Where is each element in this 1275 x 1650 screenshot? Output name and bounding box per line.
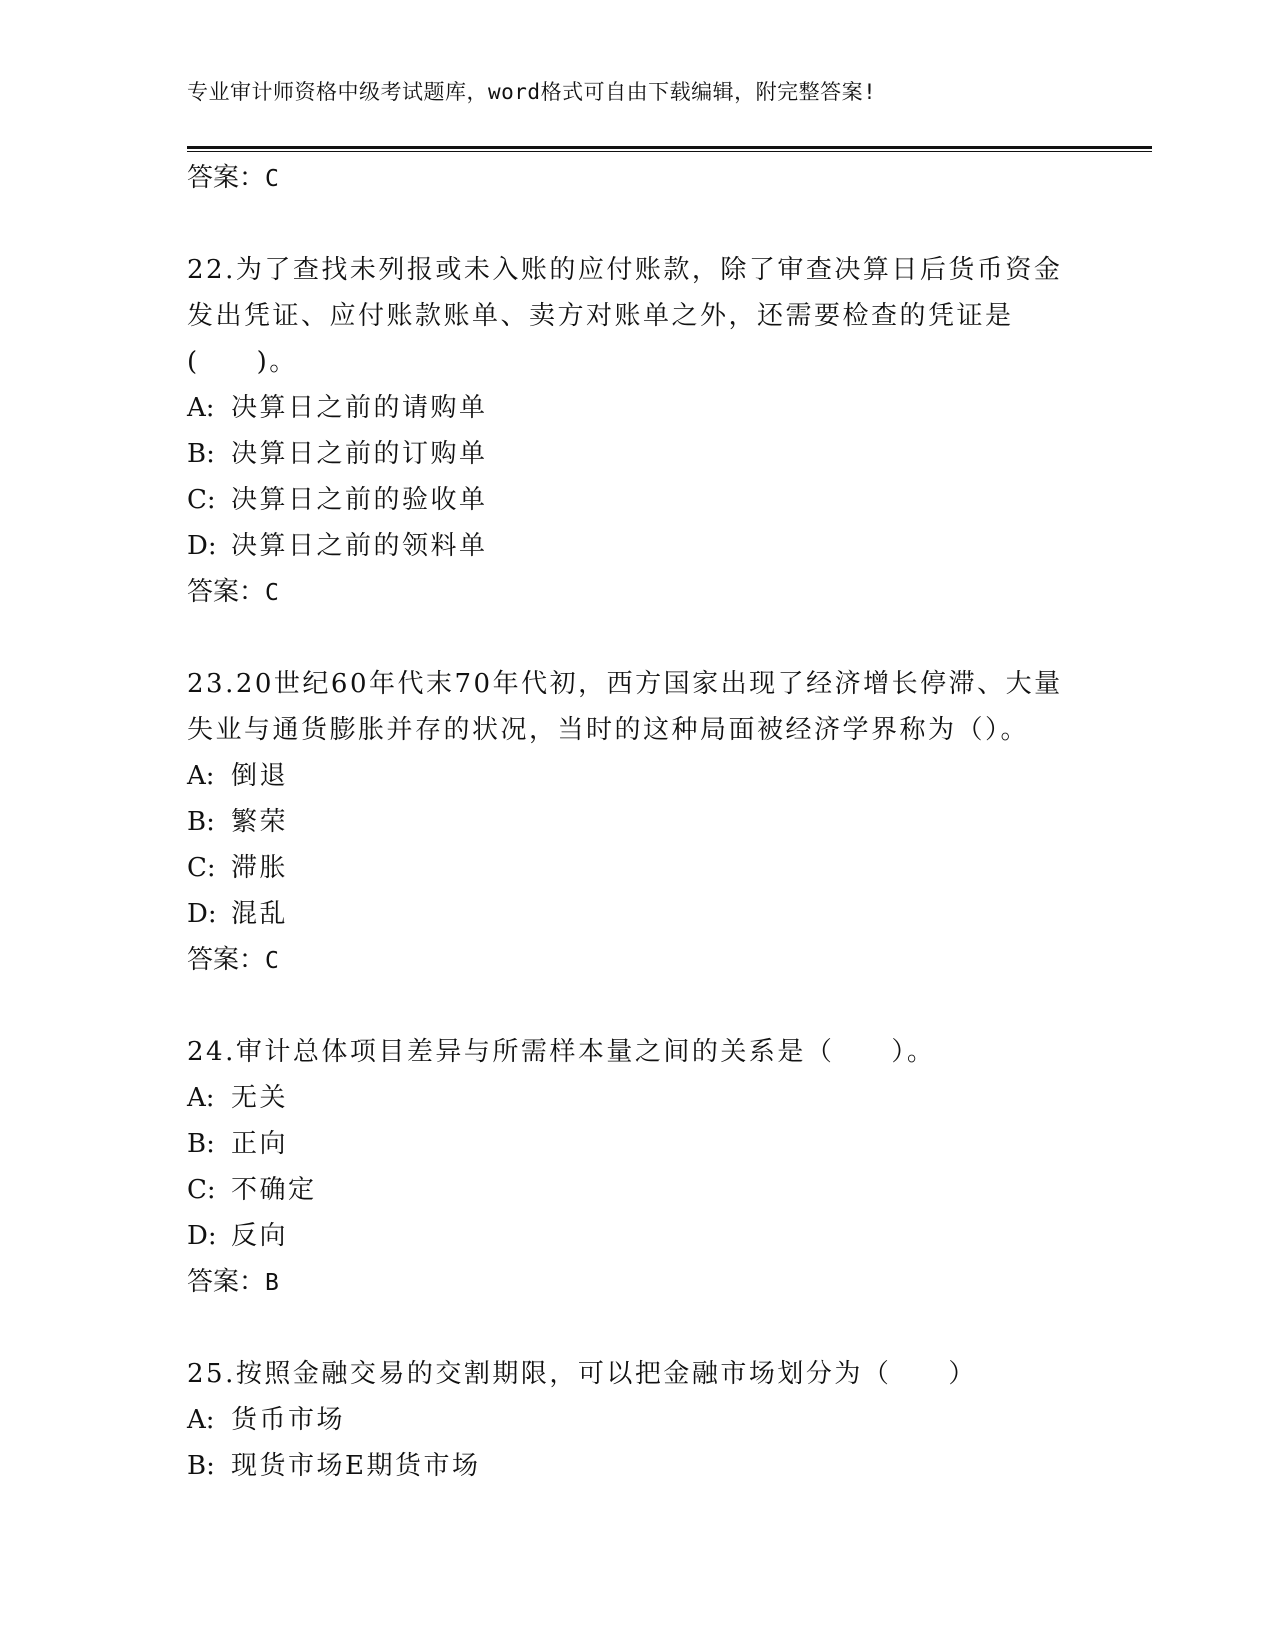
answer-label: 答案： bbox=[187, 945, 266, 975]
option-d: D: 混乱 bbox=[187, 899, 289, 929]
answer-line bbox=[187, 937, 1087, 983]
section-gap bbox=[187, 1305, 1087, 1349]
answer-value: C bbox=[265, 166, 279, 192]
header-rule-thick bbox=[187, 146, 1152, 149]
option-b: B: 繁荣 bbox=[187, 807, 289, 837]
option-a: A: 决算日之前的请购单 bbox=[187, 393, 488, 423]
option-a: A: 货币市场 bbox=[187, 1405, 346, 1435]
option-d: D: 反向 bbox=[187, 1221, 289, 1251]
section-gap bbox=[187, 615, 1087, 659]
answer-line bbox=[187, 569, 1087, 615]
option-c: C: 不确定 bbox=[187, 1175, 317, 1205]
answer-label: 答案： bbox=[187, 577, 266, 607]
page-header: 专业审计师资格中级考试题库，word格式可自由下载编辑，附完整答案! bbox=[187, 80, 877, 104]
answer-value: B bbox=[265, 1270, 279, 1296]
question-25 bbox=[187, 1351, 1087, 1489]
question-stem: 23.20世纪60年代末70年代初，西方国家出现了经济增长停滞、大量失业与通货膨胀并存的状况，当时的这种局面被经济学界称为（）。 bbox=[187, 669, 1063, 745]
question-23 bbox=[187, 661, 1087, 983]
option-a: A: 倒退 bbox=[187, 761, 289, 791]
question-list bbox=[187, 155, 1087, 1489]
answer-line bbox=[187, 155, 1087, 201]
section-gap bbox=[187, 983, 1087, 1027]
answer-line bbox=[187, 1259, 1087, 1305]
answer-value: C bbox=[265, 580, 279, 606]
answer-label: 答案： bbox=[187, 1267, 266, 1297]
question-stem: 24.审计总体项目差异与所需样本量之间的关系是（ ）。 bbox=[187, 1037, 936, 1067]
option-c: C: 滞胀 bbox=[187, 853, 289, 883]
question-22 bbox=[187, 247, 1087, 615]
question-stem: 25.按照金融交易的交割期限，可以把金融市场划分为（ ） bbox=[187, 1359, 977, 1389]
section-gap bbox=[187, 201, 1087, 245]
question-24 bbox=[187, 1029, 1087, 1305]
question-stem: 22.为了查找未列报或未入账的应付账款，除了审查决算日后货币资金发出凭证、应付账款账单、卖方对账单之外，还需要检查的凭证是( )。 bbox=[187, 255, 1063, 377]
option-a: A: 无关 bbox=[187, 1083, 289, 1113]
option-b: B: 正向 bbox=[187, 1129, 289, 1159]
option-b: B: 决算日之前的订购单 bbox=[187, 439, 488, 469]
option-d: D: 决算日之前的领料单 bbox=[187, 531, 488, 561]
option-c: C: 决算日之前的验收单 bbox=[187, 485, 488, 515]
answer-value: C bbox=[265, 948, 279, 974]
option-b: B: 现货市场E期货市场 bbox=[187, 1451, 481, 1481]
answer-label: 答案： bbox=[187, 163, 266, 193]
header-rule-thin bbox=[187, 151, 1152, 152]
